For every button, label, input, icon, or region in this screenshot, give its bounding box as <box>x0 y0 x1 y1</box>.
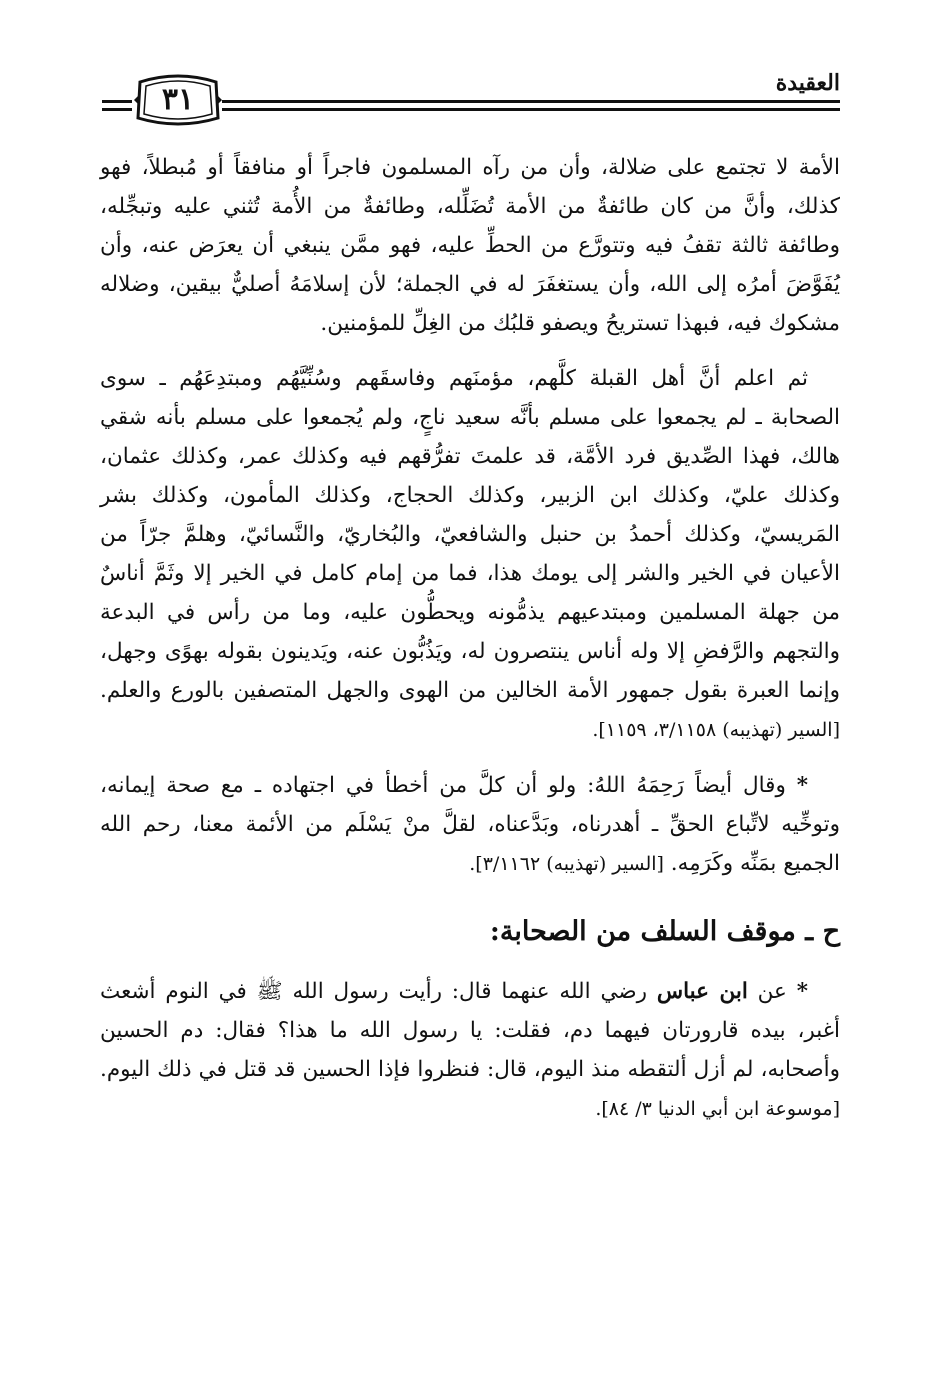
asterisk-marker: * <box>796 773 808 798</box>
paragraph-4-pre: عن <box>757 979 787 1004</box>
header-rule-right-bottom <box>222 108 840 111</box>
paragraph-4-text: رضي الله عنهما قال: رأيت رسول الله ﷺ في النوم أشعث أغبر، بيده قارورتان فيهما دم، فقلت: يا رسول الله ما هذا؟ فقال: دم الحسين وأصحابه، لم أزل ألتقطه منذ اليوم، قال: فنظروا فإذا الحسين قد قتل في ذلك اليوم. <box>100 979 840 1082</box>
narrator-name: ابن عباس <box>656 979 748 1004</box>
paragraph-2 <box>100 359 840 750</box>
header-rule-left-bottom <box>102 108 132 111</box>
citation-siyar-1: [السير (تهذيبه) ٣/١١٥٨، ١١٥٩]. <box>592 719 840 741</box>
paragraph-2-text: ثم اعلم أنَّ أهل القبلة كلَّهم، مؤمنَهم وفاسقَهم وسُنِّيَّهُم ومبتدِعَهُم ـ سوى الصحابة ـ لم يجمعوا على مسلم بأنَّه سعيد ناجٍ، ولم يُجمعوا على مسلم بأنه شقي هالك، فهذا الصِّديق فرد الأمَّة، قد علمتَ تفرُّقهم فيه وكذلك عمر، وكذلك عثمان، وكذلك عليّ، وكذلك ابن الزبير، وكذلك الحجاج، وكذلك المأمون، وكذلك بشر المَريسيّ، وكذلك أحمدُ بن حنبل والشافعيّ، والبُخاريّ، والنَّسائيّ، وهلمَّ جرّاً من الأعيان في الخير والشر إلى يومك هذا، فما من إمام كامل في الخير إلا وثَمَّ أناسٌ من جهلة المسلمين ومبتدعيهم يذمُّونه ويحطُّون عليه، وما من رأس في البدعة والتجهم والرَّفضِ إلا وله أناس ينتصرون له، ويَذُبُّون عنه، ويَدينون بقوله بهوًى وجهل، وإنما العبرة بقول جمهور الأمة الخالين من الهوى والجهل المتصفين بالورع والعلم. <box>100 366 840 703</box>
header-rule-right-top <box>222 100 840 103</box>
citation-siyar-2: [السير (تهذيبه) ٣/١١٦٢]. <box>469 853 664 875</box>
asterisk-marker: * <box>796 979 808 1004</box>
page-body <box>100 148 840 1145</box>
paragraph-4 <box>100 972 840 1129</box>
citation-mawsua: [موسوعة ابن أبي الدنيا ٣/ ٨٤]. <box>595 1098 840 1120</box>
paragraph-3 <box>100 766 840 884</box>
paragraph-3-text: وقال أيضاً رَحِمَهُ اللهُ: ولو أن كلَّ من أخطأ في اجتهاده ـ مع صحة إيمانه، وتوخِّيه لاتِّباع الحقِّ ـ أهدرناه، وبَدَّعناه، لقلَّ منْ يَسْلَم من الأئمة معنا، رحم الله الجميع بمَنِّه وكَرَمِه. <box>100 773 840 876</box>
section-heading: ح ـ موقف السلف من الصحابة: <box>489 916 840 947</box>
paragraph-1: الأمة لا تجتمع على ضلالة، وأن من رآه المسلمون فاجراً أو منافقاً أو مُبطلاً، فهو كذلك، وأنَّ من كان طائفةٌ من الأمة تُضَلِّله، وطائفةٌ من الأُمة تُثني عليه وتبجِّله، وطائفة ثالثة تقفُ فيه وتتورَّع من الحطِّ عليه، فهو ممَّن ينبغي أن يعرَض عنه، وأن يُفَوَّضَ أمرُه إلى الله، وأن يستغفَرَ له في الجملة؛ لأن إسلامَهُ أصليٌّ بيقين، وضلاله مشكوك فيه، فبهذا تستريحُ ويصفو قلبُك من الغِلِّ للمؤمنين. <box>100 155 840 336</box>
page-number: ٣١ <box>161 82 195 117</box>
running-header-title: العقيدة <box>775 70 840 96</box>
header-rule-left-top <box>102 100 132 103</box>
